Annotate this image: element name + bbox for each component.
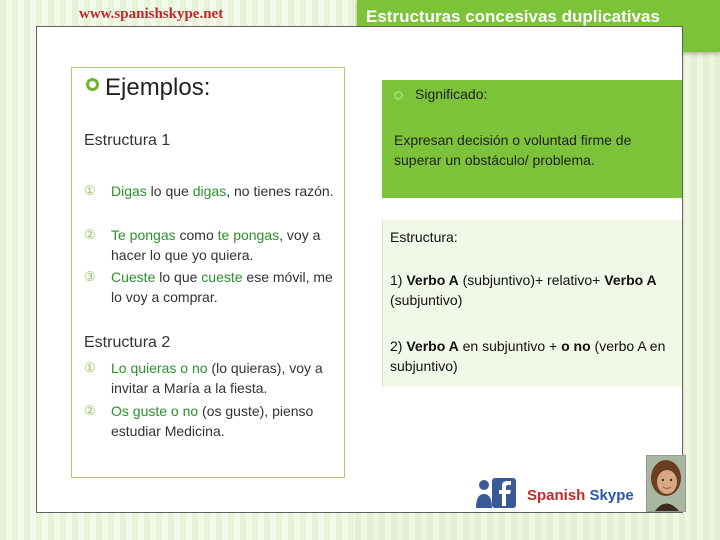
circled-number: ② [84, 227, 96, 242]
example-item [84, 267, 342, 307]
example-item [84, 401, 342, 441]
circled-number: ① [84, 360, 96, 375]
examples-panel [71, 67, 345, 478]
example-text: Te pongas como te pongas, voy a hacer lo que yo quiera. [111, 227, 321, 263]
meaning-box [382, 80, 682, 198]
structure2-heading: Estructura 2 [84, 334, 171, 351]
brand-word-skype: Skype [589, 487, 634, 504]
example-text: Cueste lo que cueste ese móvil, me lo voy a comprar. [111, 269, 333, 305]
example-item [84, 181, 342, 201]
avatar [646, 455, 686, 512]
structure-line-2: 2) Verbo A en subjuntivo + o no (verbo A en subjuntivo) [390, 338, 666, 374]
circled-number: ① [84, 183, 96, 198]
meaning-text: Expresan decisión o voluntad firme de superar un obstáculo/ problema. [394, 132, 632, 168]
examples-title-text: Ejemplos: [105, 74, 211, 101]
example-text: Lo quieras o no (lo quieras), voy a invitar a María a la fiesta. [111, 360, 323, 396]
circled-number: ② [84, 403, 96, 418]
site-url[interactable]: www.spanishskype.net [79, 6, 224, 22]
brand-name [527, 487, 634, 504]
example-item [84, 358, 342, 398]
ring-bullet-icon [394, 91, 403, 100]
structure-box [382, 220, 682, 387]
structure1-heading: Estructura 1 [84, 132, 171, 149]
circled-number: ③ [84, 269, 96, 284]
examples-heading [86, 74, 210, 102]
slide-title: Estructuras concesivas duplicativas [366, 7, 660, 26]
meaning-label: Significado: [415, 86, 488, 102]
ring-bullet-icon [86, 78, 99, 91]
structure-label: Estructura: [390, 229, 458, 245]
example-text: Digas lo que digas, no tienes razón. [111, 183, 334, 199]
example-text: Os guste o no (os guste), pienso estudiar Medicina. [111, 403, 314, 439]
facebook-icon[interactable] [474, 476, 518, 510]
structure-line-1: 1) Verbo A (subjuntivo)+ relativo+ Verbo A (subjuntivo) [390, 272, 657, 308]
brand-word-spanish: Spanish [527, 487, 586, 504]
example-item [84, 225, 342, 265]
